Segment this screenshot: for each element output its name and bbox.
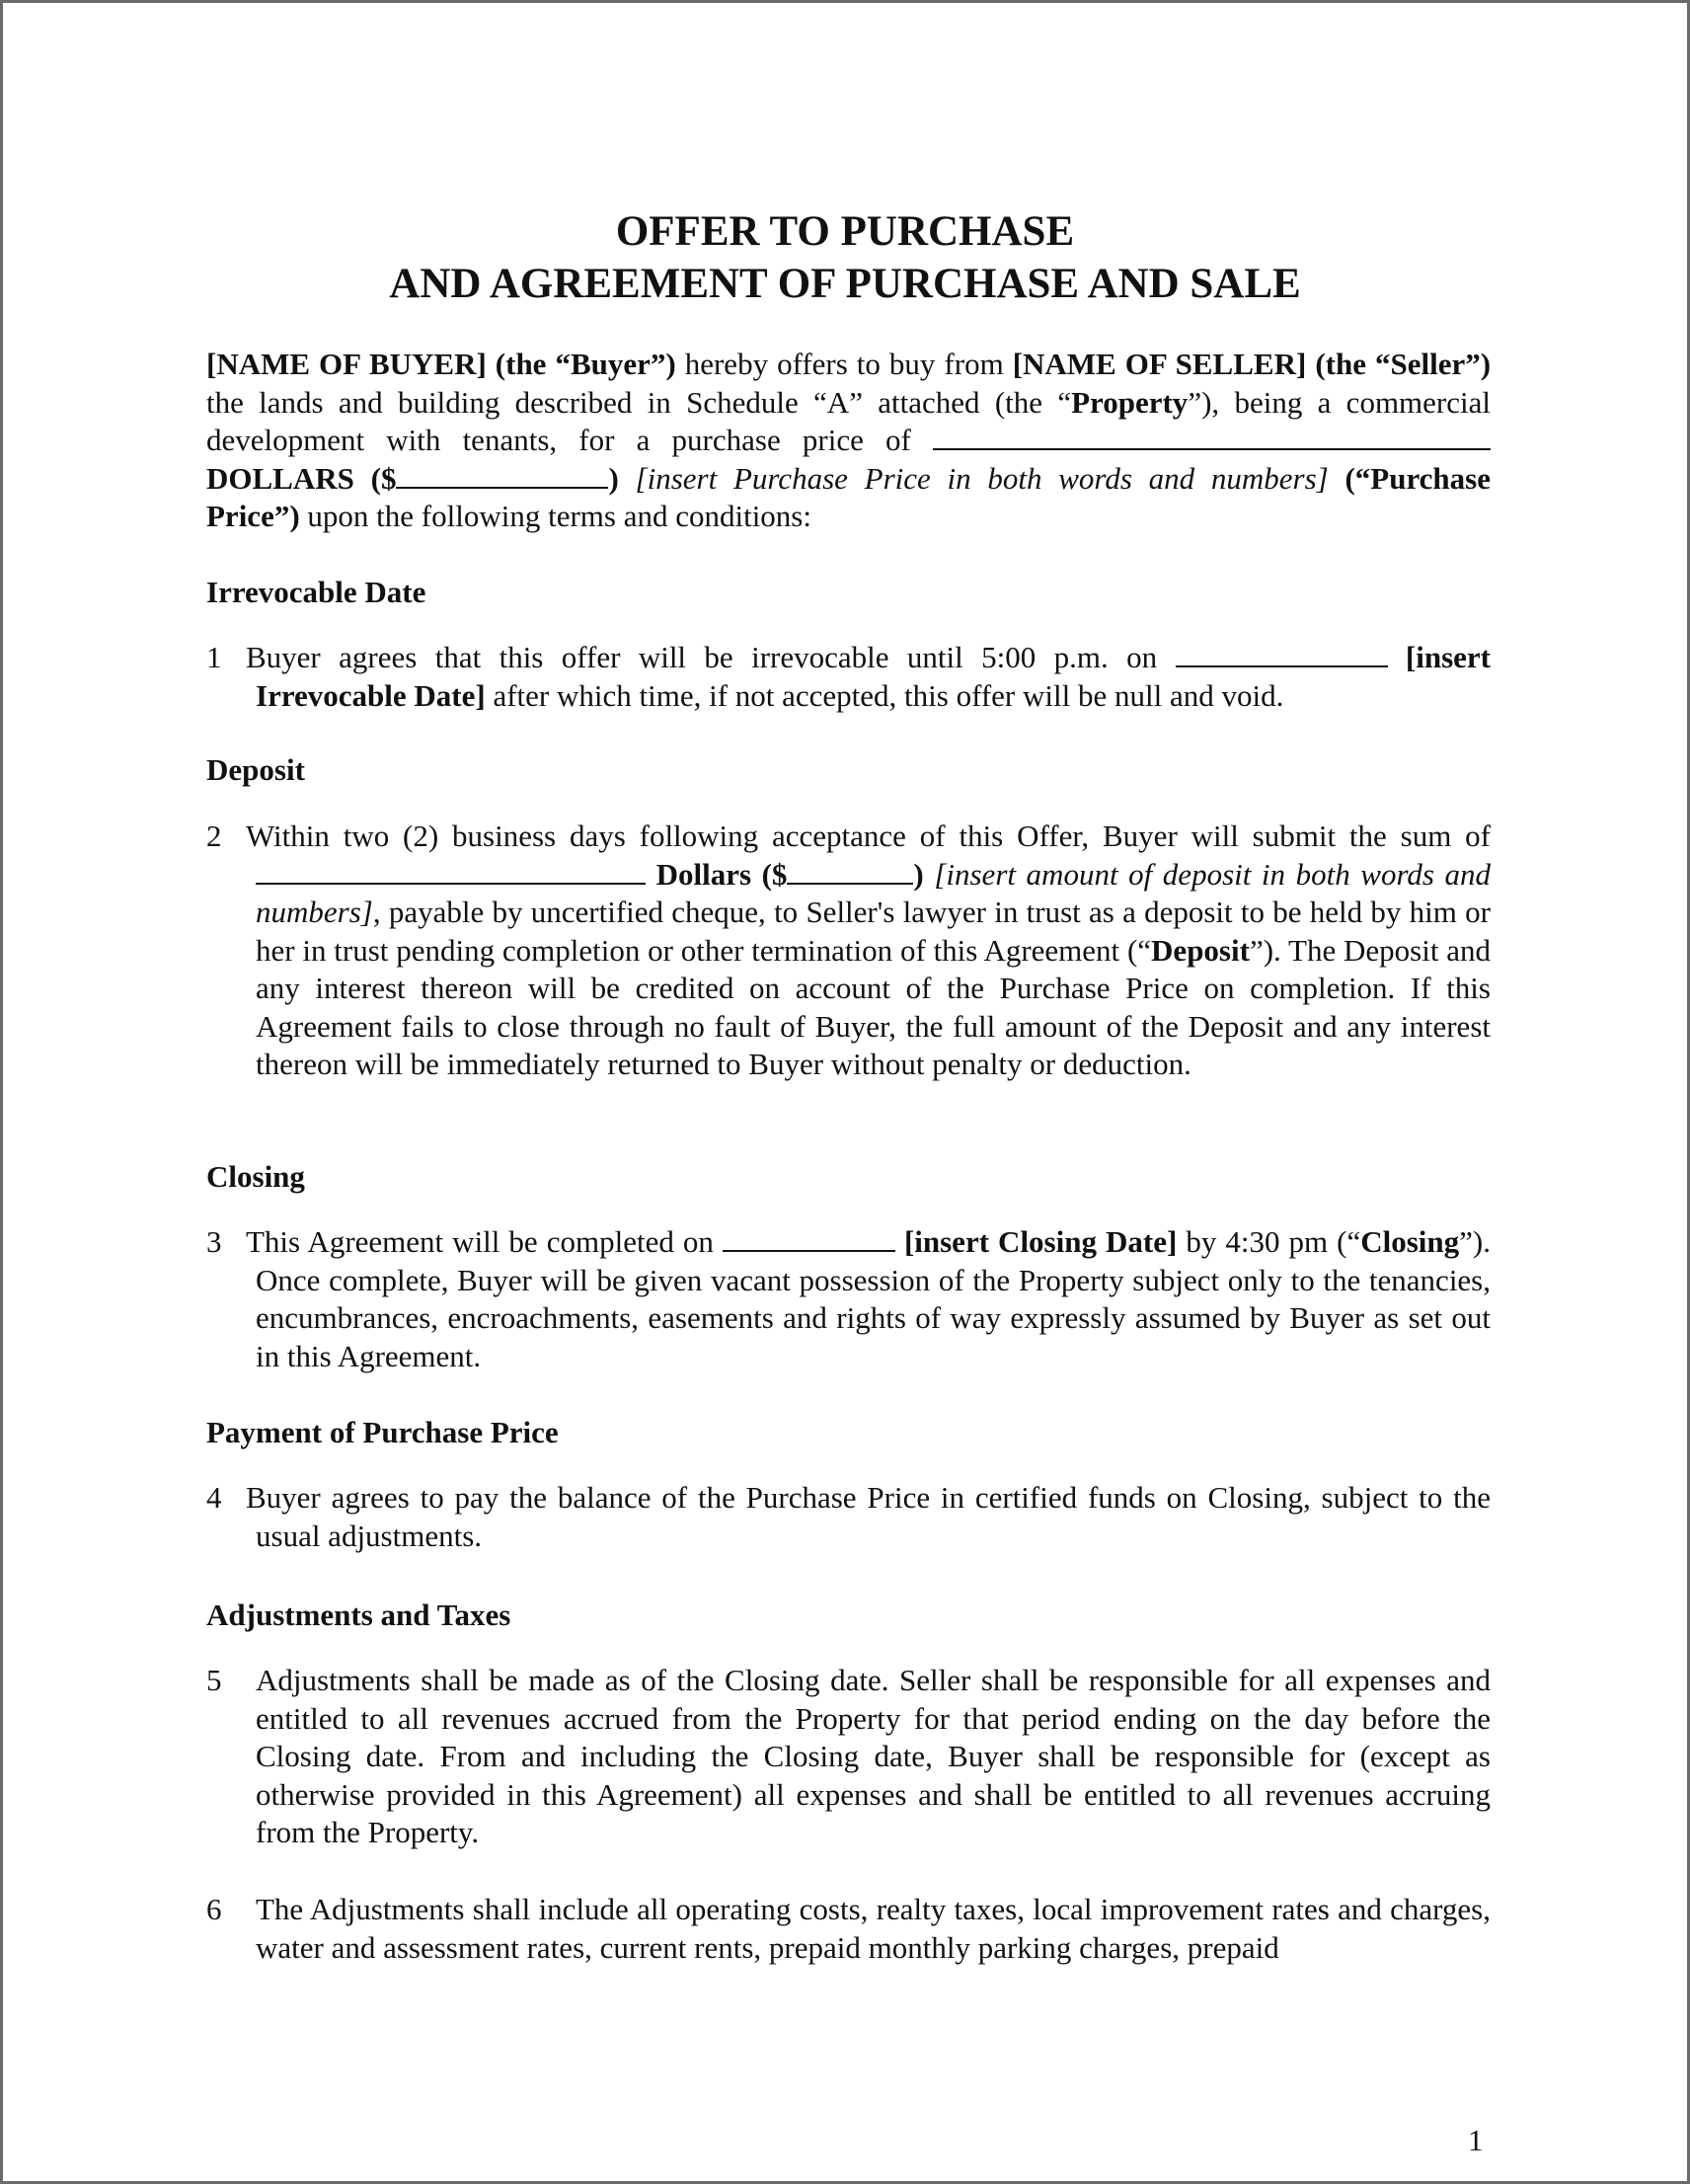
clause-number: 4 (206, 1480, 222, 1515)
heading-deposit: Deposit (206, 752, 305, 787)
clause-4-text: Buyer agrees to pay the balance of the Purchase Price in certified funds on Closing, subject to the usual adjustments. (246, 1480, 1491, 1553)
clause-1 (206, 639, 1491, 715)
clause-number: 5 (206, 1663, 222, 1697)
closing-term: Closing (1360, 1224, 1460, 1259)
document-title-line-2: AND AGREEMENT OF PURCHASE AND SALE (389, 261, 1301, 307)
purchase-price-insert-note: [insert Purchase Price in both words and numbers] (635, 460, 1329, 496)
clause-1-text-1: Buyer agrees that this offer will be irrevocable until 5:00 p.m. on (246, 640, 1176, 674)
intro-text-1: hereby offers to buy from (675, 347, 1013, 381)
property-term: Property (1071, 384, 1189, 420)
deposit-words-blank (256, 856, 646, 884)
clause-5 (206, 1662, 1491, 1852)
clause-2 (206, 818, 1491, 1084)
clause-6 (206, 1891, 1491, 1967)
clause-3-text-3: ”). Once complete, Buyer will be given vacant possession of the Property subject only to the tenancies, encumbrances, encroachments, easements and rights of way expressly assumed by Buyer as set out in this Agreement. (256, 1224, 1491, 1373)
deposit-number-blank (787, 856, 913, 884)
heading-adjustments-and-taxes: Adjustments and Taxes (206, 1598, 511, 1632)
closing-date-note: [insert Closing Date] (903, 1224, 1178, 1259)
buyer-definition: (the “Buyer”) (495, 347, 676, 381)
irrevocable-date-blank (1176, 640, 1388, 667)
clause-4 (206, 1479, 1491, 1555)
clause-3-text-1: This Agreement will be completed on (246, 1224, 723, 1259)
clause-5-text: Adjustments shall be made as of the Closing date. Seller shall be responsible for all expenses and entitled to all revenues accrued from the Property for that period ending on the day before the Closing date. From and including the Closing date, Buyer shall be responsible for (except as otherwise provided in this Agreement) all expenses and shall be entitled to all revenues accruing from the Property. (256, 1663, 1491, 1849)
clause-1-text-2: after which time, if not accepted, this offer will be null and void. (485, 677, 1284, 713)
page-number: 1 (1468, 2123, 1484, 2157)
deposit-insert-note: [insert amount of deposit in both words and numbers] (256, 856, 1492, 929)
heading-closing: Closing (206, 1159, 305, 1194)
dollars-label: DOLLARS ($ (206, 460, 397, 496)
clause-3-text-2: by 4:30 pm (“ (1177, 1224, 1361, 1259)
irrevocable-date-note: [insert Irrevocable Date] (256, 640, 1491, 713)
intro-text-3: ”), being a commercial development with tenants, for a purchase price of (206, 384, 1491, 457)
purchase-price-number-blank (396, 460, 608, 488)
clause-3 (206, 1223, 1491, 1375)
clause-number: 6 (206, 1892, 222, 1926)
close-paren: ) (608, 460, 619, 496)
seller-name: [NAME OF SELLER] (1012, 347, 1307, 381)
intro-paragraph (206, 346, 1491, 536)
clause-6-text: The Adjustments shall include all operating costs, realty taxes, local improvement rates and charges, water and assessment rates, current rents, prepaid monthly parking charges, prepaid (256, 1892, 1491, 1965)
closing-date-blank (723, 1224, 895, 1252)
document-title-line-1: OFFER TO PURCHASE (615, 208, 1075, 255)
deposit-term: Deposit (1151, 932, 1250, 968)
clause-number: 1 (206, 640, 222, 674)
buyer-name: [NAME OF BUYER] (206, 347, 487, 381)
heading-irrevocable-date: Irrevocable Date (206, 575, 426, 609)
clause-number: 2 (206, 819, 222, 853)
deposit-dollars-label: Dollars ($ (655, 856, 788, 892)
clause-2-text-3: ”). The Deposit and any interest thereon will be credited on account of the Purchase Price on completion. If this Agreement fails to close through no fault of Buyer, the full amount of the Deposit and any interest thereon will be immediately returned to Buyer without penalty or deduction. (256, 932, 1491, 1081)
clause-number: 3 (206, 1224, 222, 1259)
purchase-price-definition: (“Purchase Price”) (206, 460, 1491, 533)
clause-2-text-1: Within two (2) business days following acceptance of this Offer, Buyer will submit the sum of (246, 819, 1491, 853)
purchase-price-words-blank (933, 423, 1491, 450)
heading-payment-of-purchase-price: Payment of Purchase Price (206, 1415, 559, 1449)
intro-text-4: upon the following terms and conditions: (299, 499, 811, 533)
deposit-close-paren: ) (913, 856, 924, 892)
intro-text-2: the lands and building described in Schedule “A” attached (the “ (206, 384, 1072, 420)
clause-2-text-2: , payable by uncertified cheque, to Seller's lawyer in trust as a deposit to be held by him or her in trust pending completion or other termination of this Agreement (“ (256, 895, 1491, 968)
seller-definition: (the “Seller”) (1315, 347, 1492, 381)
